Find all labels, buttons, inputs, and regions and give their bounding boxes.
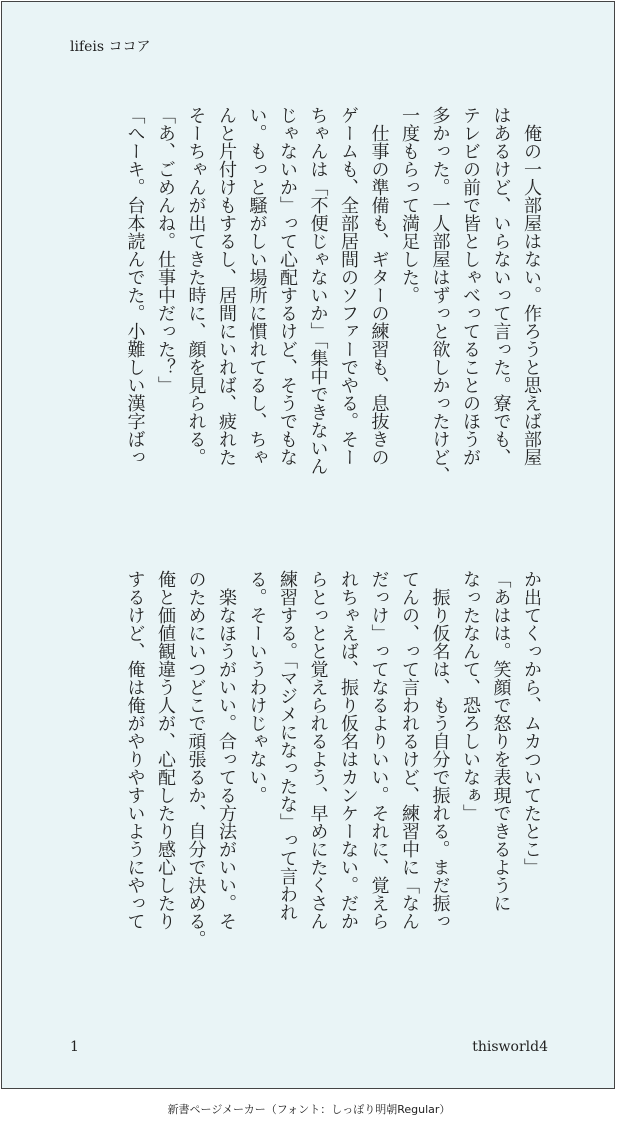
text-line: か出てくっから、ムカついてたとこ」: [521, 570, 542, 876]
manuscript-page: [1, 1, 615, 1089]
text-line: 一度もらって満足した。: [399, 106, 420, 304]
text-line: するけど、俺は俺がやりやすいようにやって: [124, 570, 146, 930]
text-line: 俺と価値観違う人が、心配したり感心したり: [155, 570, 176, 930]
text-line: そーちゃんが出てきた時に、顔を見られる。: [185, 106, 207, 466]
text-line: 俺の一人部屋はない。作ろうと思えば部屋: [521, 106, 542, 466]
text-line: い。もっと騒がしい場所に慣れてるし、ちゃ: [246, 106, 268, 466]
text-line: らとっとと覚えられるよう、早めにたくさん: [307, 570, 329, 930]
text-line: 練習する。「マジメになったな」って言われ: [277, 570, 298, 921]
text-line: ちゃんは「不便じゃないか」「集中できないん: [307, 106, 329, 475]
text-line: じゃないか」って心配するけど、そうでもな: [277, 106, 298, 466]
text-line: 多かった。一人部屋はずっと欲しかったけど、: [429, 106, 451, 484]
page-number: 1: [70, 1039, 79, 1055]
text-line: のためにいつどこで頑張るか、自分で決める。: [185, 570, 207, 948]
text-line: 「へーキ。台本読んでた。小難しい漢字ばっ: [124, 106, 146, 466]
text-line: テレビの前で皆としゃべってることのほうが: [460, 106, 481, 466]
text-line: る。そーいうわけじゃない。: [246, 570, 268, 804]
lower-text-block: [119, 570, 546, 990]
text-line: 「あはは。笑顔で怒りを表現できるように: [490, 570, 512, 912]
text-line: 振り仮名は、もう自分で振れる。まだ振っ: [429, 570, 451, 930]
generator-caption: 新書ページメーカー（フォント：しっぽり明朝Regular）: [167, 1103, 451, 1116]
upper-text-block: [119, 106, 546, 526]
text-line: ゲームも、全部居間のソファーでやる。そー: [338, 106, 359, 466]
text-line: はあるけど、いらないって言った。寮でも、: [490, 106, 512, 466]
text-line: れちゃえば、振り仮名はカンケーない。だか: [338, 570, 359, 930]
book-title: lifeis ココア: [70, 39, 151, 55]
text-line: だっけ」ってなるよりいい。それに、覚えら: [368, 570, 390, 930]
text-line: てんの、って言われるけど、練習中に「なん: [399, 570, 420, 930]
text-line: 仕事の準備も、ギターの練習も、息抜きの: [368, 106, 390, 466]
text-line: 楽なほうがいい。合ってる方法がいい。そ: [216, 570, 237, 930]
text-line: んと片付けもするし、居間にいれば、疲れた: [216, 106, 237, 466]
text-line: 「あ、ごめんね。仕事中だった？」: [155, 106, 176, 394]
text-line: なったなんて、恐ろしいなぁ」: [460, 570, 481, 822]
author-handle: thisworld4: [472, 1039, 548, 1055]
